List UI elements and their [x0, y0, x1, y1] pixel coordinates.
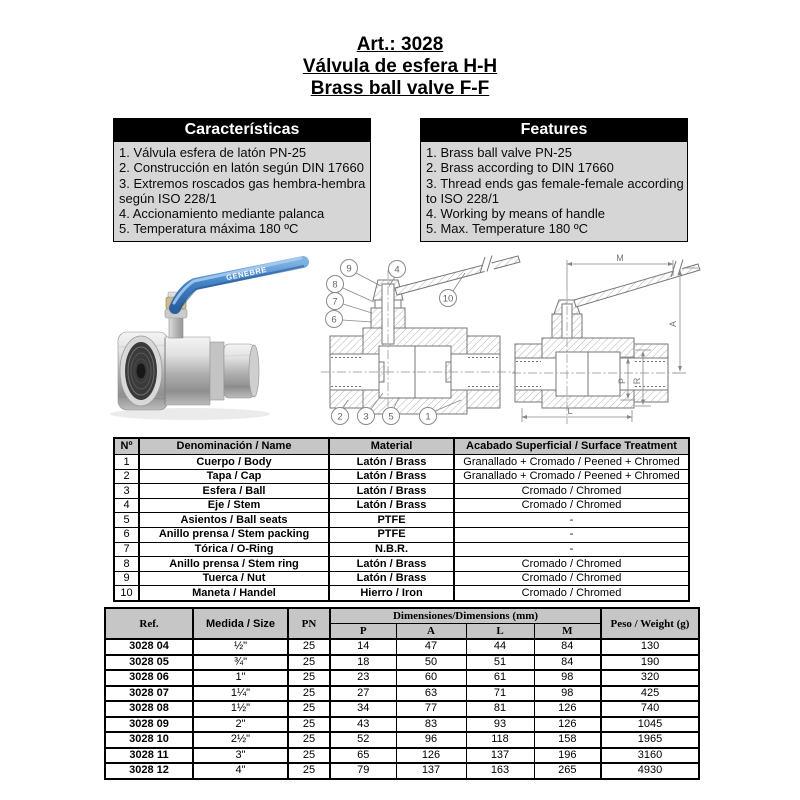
table-cell: 18	[330, 655, 396, 671]
table-cell: 25	[288, 639, 330, 655]
table-cell: 25	[288, 686, 330, 702]
svg-text:10: 10	[442, 293, 454, 305]
table-cell: 4"	[193, 763, 288, 779]
table-row	[105, 748, 699, 764]
table-cell: 2	[114, 469, 139, 484]
table-cell: 71	[466, 686, 534, 702]
svg-text:4: 4	[394, 264, 400, 276]
table-cell: 47	[396, 639, 466, 655]
table-cell: 84	[534, 639, 601, 655]
table-row	[105, 639, 699, 655]
table-row	[114, 498, 689, 513]
table-row	[114, 571, 689, 586]
svg-text:5: 5	[388, 411, 394, 423]
caracteristicas-line: según ISO 228/1	[119, 190, 217, 206]
table-cell: 3	[114, 484, 139, 499]
dimension-label-m: M	[616, 253, 624, 263]
title-block	[0, 34, 800, 100]
table-cell: 14	[330, 639, 396, 655]
table-cell: 126	[534, 717, 601, 733]
table-cell: Cromado / Chromed	[454, 571, 689, 586]
caracteristicas-line: 3. Extremos roscados gas hembra-hembra	[119, 175, 366, 191]
features-list	[420, 142, 688, 242]
table-cell: 3028 08	[105, 701, 193, 717]
table-cell: Tuerca / Nut	[139, 571, 329, 586]
dimension-diagram	[512, 250, 710, 428]
svg-text:1: 1	[425, 411, 431, 423]
table-cell: 25	[288, 748, 330, 764]
features-line: 5. Max. Temperature 180 ºC	[426, 221, 589, 237]
caracteristicas-line: 5. Temperatura máxima 180 ºC	[119, 221, 299, 237]
table-cell: 3028 09	[105, 717, 193, 733]
table-cell: 79	[330, 763, 396, 779]
table-row	[114, 469, 689, 484]
table-cell: 3028 04	[105, 639, 193, 655]
table-cell: 50	[396, 655, 466, 671]
table-cell: ½"	[193, 639, 288, 655]
features-line: to ISO 228/1	[426, 190, 499, 206]
balloon-6	[326, 311, 373, 328]
table-cell: 196	[534, 748, 601, 764]
table-cell: 81	[466, 701, 534, 717]
features-line: 4. Working by means of handle	[426, 206, 605, 222]
table-row	[105, 763, 699, 779]
table-cell: 65	[330, 748, 396, 764]
table-cell: 158	[534, 732, 601, 748]
table-cell: 1	[114, 455, 139, 470]
table-row	[114, 513, 689, 528]
table-cell: -	[454, 542, 689, 557]
dimension-label-l: L	[567, 406, 573, 416]
table-row	[105, 717, 699, 733]
table-cell: 118	[466, 732, 534, 748]
table-cell: 63	[396, 686, 466, 702]
caracteristicas-line: 1. Válvula esfera de latón PN-25	[119, 145, 307, 160]
dimension-label-a: A	[668, 320, 678, 328]
table-cell: Granallado + Cromado / Peened + Chromed	[454, 455, 689, 470]
table-cell: 3"	[193, 748, 288, 764]
table-cell: 25	[288, 655, 330, 671]
parts-table-header-row	[114, 438, 689, 455]
table-cell: 1¼"	[193, 686, 288, 702]
table-cell: 23	[330, 670, 396, 686]
handle-brand-text: GENEBRE	[225, 264, 268, 283]
table-cell: Cuerpo / Body	[139, 455, 329, 470]
table-row	[105, 655, 699, 671]
product-title-en: Brass ball valve F-F	[310, 78, 490, 99]
features-line: 2. Brass according to DIN 17660	[426, 160, 614, 176]
table-cell: 4930	[601, 763, 699, 779]
column-header-weight: Peso / Weight (g)	[601, 608, 699, 639]
table-cell: 77	[396, 701, 466, 717]
table-cell: 25	[288, 763, 330, 779]
table-cell: -	[454, 513, 689, 528]
table-cell: 126	[396, 748, 466, 764]
column-header-size: Medida / Size	[193, 608, 288, 639]
table-cell: 25	[288, 701, 330, 717]
column-header-pn: PN	[288, 608, 330, 639]
table-cell: 1½"	[193, 701, 288, 717]
table-row	[114, 484, 689, 499]
table-cell: 10	[114, 586, 139, 601]
valve-handle-photo	[173, 258, 304, 310]
table-cell: Anillo prensa / Stem ring	[139, 557, 329, 572]
svg-text:3: 3	[363, 411, 369, 423]
table-cell: 265	[534, 763, 601, 779]
balloon-9	[341, 260, 382, 287]
table-row	[105, 732, 699, 748]
table-cell: 84	[534, 655, 601, 671]
dim-handle	[574, 260, 700, 308]
features-header: Features	[420, 118, 688, 142]
table-cell: 61	[466, 670, 534, 686]
caracteristicas-line: 4. Accionamiento mediante palanca	[119, 206, 325, 222]
valve-body-photo	[110, 332, 270, 420]
table-cell: Latón / Brass	[329, 469, 454, 484]
table-row	[105, 701, 699, 717]
table-cell: Latón / Brass	[329, 455, 454, 470]
table-cell: 163	[466, 763, 534, 779]
table-cell: N.B.R.	[329, 542, 454, 557]
table-cell: 2½"	[193, 732, 288, 748]
table-cell: 137	[396, 763, 466, 779]
table-cell: 126	[534, 701, 601, 717]
table-cell: Tapa / Cap	[139, 469, 329, 484]
table-cell: 320	[601, 670, 699, 686]
caracteristicas-header: Características	[113, 118, 371, 142]
column-header-surface-treatment: Acabado Superficial / Surface Treatment	[454, 438, 689, 455]
features-line: 3. Thread ends gas female-female according	[426, 175, 684, 191]
valve-product-photo	[95, 250, 310, 428]
table-cell: 27	[330, 686, 396, 702]
table-row	[114, 586, 689, 601]
features-line: 1. Brass ball valve PN-25	[426, 145, 572, 160]
table-cell: 25	[288, 717, 330, 733]
table-cell: -	[454, 527, 689, 542]
section-handle	[395, 256, 520, 296]
table-cell: 43	[330, 717, 396, 733]
dimension-label-p: P	[617, 377, 627, 385]
dimension-label-r: R	[632, 377, 642, 385]
table-cell: Hierro / Iron	[329, 586, 454, 601]
table-cell: 96	[396, 732, 466, 748]
table-cell: 740	[601, 701, 699, 717]
table-cell: 137	[466, 748, 534, 764]
table-cell: PTFE	[329, 513, 454, 528]
table-cell: Cromado / Chromed	[454, 498, 689, 513]
table-cell: 3028 11	[105, 748, 193, 764]
table-cell: 83	[396, 717, 466, 733]
table-cell: 98	[534, 686, 601, 702]
table-cell: 9	[114, 571, 139, 586]
table-cell: 25	[288, 732, 330, 748]
table-cell: 5	[114, 513, 139, 528]
table-cell: 7	[114, 542, 139, 557]
svg-text:9: 9	[346, 263, 352, 275]
column-header-ref: Ref.	[105, 608, 193, 639]
column-header-a: A	[396, 624, 466, 640]
table-cell: Cromado / Chromed	[454, 557, 689, 572]
table-cell: 6	[114, 527, 139, 542]
caracteristicas-list	[113, 142, 371, 242]
balloon-7	[327, 293, 373, 314]
table-cell: 25	[288, 670, 330, 686]
table-cell: Anillo prensa / Stem packing	[139, 527, 329, 542]
table-cell: Eje / Stem	[139, 498, 329, 513]
table-cell: 3028 06	[105, 670, 193, 686]
section-body	[330, 328, 500, 414]
table-cell: 60	[396, 670, 466, 686]
table-cell: 425	[601, 686, 699, 702]
table-cell: 3028 05	[105, 655, 193, 671]
product-title-es: Válvula de esfera H-H	[302, 56, 498, 77]
table-cell: 1965	[601, 732, 699, 748]
table-cell: Latón / Brass	[329, 557, 454, 572]
table-cell: Granallado + Cromado / Peened + Chromed	[454, 469, 689, 484]
table-cell: Tórica / O-Ring	[139, 542, 329, 557]
table-row	[105, 686, 699, 702]
table-cell: PTFE	[329, 527, 454, 542]
table-cell: 3028 12	[105, 763, 193, 779]
column-header-l: L	[466, 624, 534, 640]
table-cell: 4	[114, 498, 139, 513]
table-cell: 1"	[193, 670, 288, 686]
caracteristicas-line: 2. Construcción en latón según DIN 17660	[119, 160, 364, 176]
column-header-number: Nº	[114, 438, 139, 455]
table-row	[114, 527, 689, 542]
table-cell: 3028 07	[105, 686, 193, 702]
table-cell: Maneta / Handel	[139, 586, 329, 601]
parts-table	[113, 437, 690, 602]
table-cell: 2"	[193, 717, 288, 733]
svg-text:7: 7	[332, 296, 338, 308]
column-header-m: M	[534, 624, 601, 640]
table-row	[114, 455, 689, 470]
table-cell: Latón / Brass	[329, 484, 454, 499]
table-row	[105, 670, 699, 686]
article-number: Art.: 3028	[356, 34, 444, 55]
table-cell: Cromado / Chromed	[454, 484, 689, 499]
caracteristicas-box	[113, 118, 371, 242]
table-cell: Esfera / Ball	[139, 484, 329, 499]
svg-text:2: 2	[337, 411, 343, 423]
column-header-p: P	[330, 624, 396, 640]
features-box	[420, 118, 688, 242]
table-row	[114, 542, 689, 557]
table-cell: 1045	[601, 717, 699, 733]
table-cell: ¾"	[193, 655, 288, 671]
column-header-material: Material	[329, 438, 454, 455]
dimensions-table	[104, 607, 700, 780]
table-cell: Asientos / Ball seats	[139, 513, 329, 528]
table-cell: 34	[330, 701, 396, 717]
table-cell: Latón / Brass	[329, 571, 454, 586]
column-header-dimensions-group: Dimensiones/Dimensions (mm)	[330, 608, 601, 624]
table-cell: 44	[466, 639, 534, 655]
cross-section-diagram	[315, 250, 530, 428]
table-cell: 51	[466, 655, 534, 671]
svg-text:8: 8	[332, 279, 338, 291]
table-cell: Latón / Brass	[329, 498, 454, 513]
column-header-name: Denominación / Name	[139, 438, 329, 455]
table-cell: 130	[601, 639, 699, 655]
table-cell: 190	[601, 655, 699, 671]
table-cell: 8	[114, 557, 139, 572]
table-cell: 3160	[601, 748, 699, 764]
svg-text:6: 6	[331, 314, 337, 326]
dims-table-header-row	[105, 608, 699, 624]
table-cell: Cromado / Chromed	[454, 586, 689, 601]
table-cell: 93	[466, 717, 534, 733]
table-cell: 98	[534, 670, 601, 686]
table-cell: 52	[330, 732, 396, 748]
table-cell: 3028 10	[105, 732, 193, 748]
table-row	[114, 557, 689, 572]
